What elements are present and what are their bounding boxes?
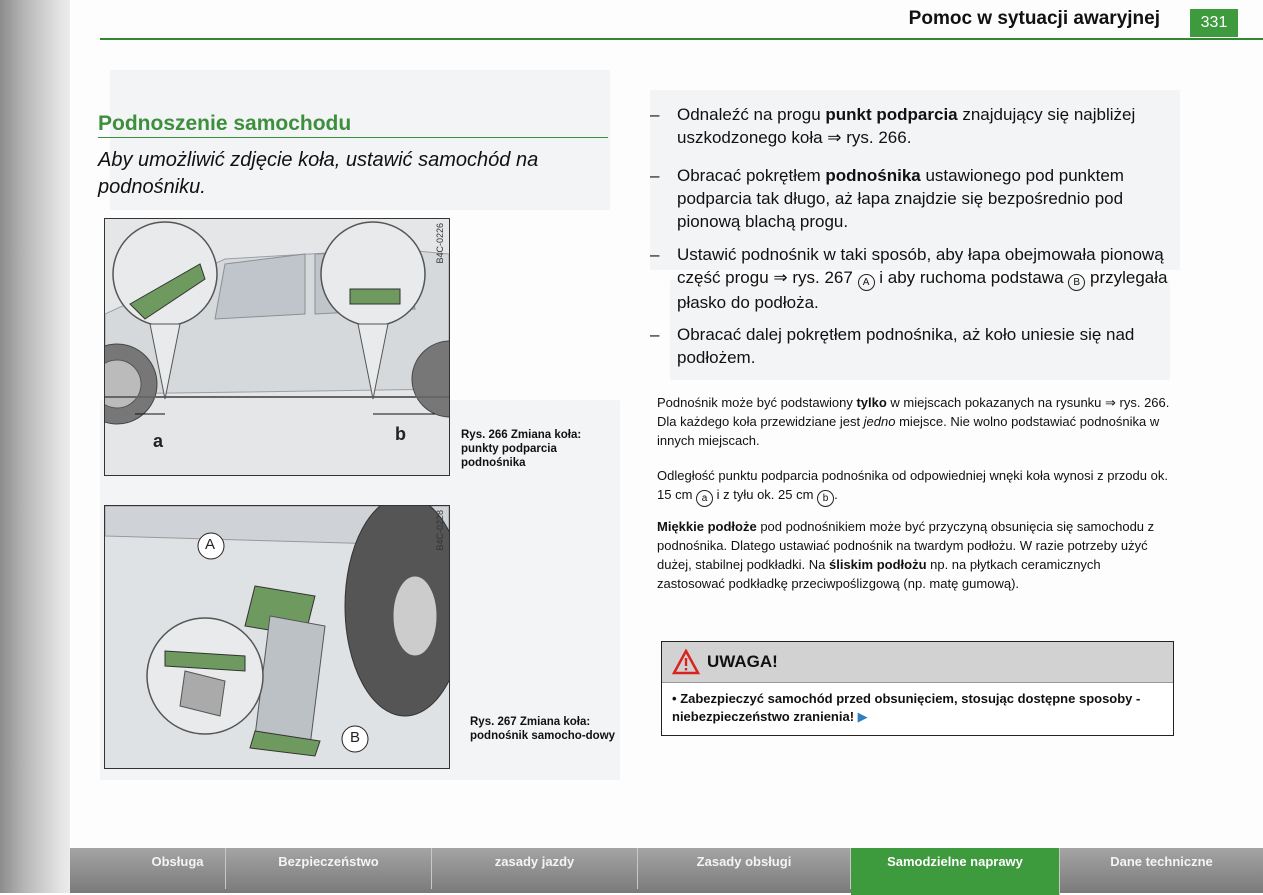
figure-label-b: b (395, 424, 406, 444)
instruction-step (650, 103, 1170, 149)
section-rule (98, 137, 608, 138)
tab-zasady-obslugi[interactable]: Zasady obsługi (638, 848, 851, 889)
figure-label-A: A (205, 536, 216, 553)
figure-label-a: a (153, 431, 164, 451)
warning-title: UWAGA! (707, 652, 778, 671)
section-intro: Aby umożliwić zdjęcie koła, ustawić samochód na podnośniku. (98, 149, 539, 198)
paragraph-soft-ground: Miękkie podłoże pod podnośnikiem może być przyczyną obsunięcia się samochodu z podnośnika. Dlatego ustawiać podnośnik na twardym podłożu. W razie potrzeby użyć dużej, stabilnej podkładki. Na śliskim podłożu np. na płytkach ceramicznych zastosować podkładkę przeciwpoślizgową (np. matę gumową). (657, 519, 1155, 591)
warning-header (662, 642, 1173, 683)
caption-title: Rys. 266 Zmiana koła: (461, 429, 582, 441)
paragraph-jack-positions: Podnośnik może być podstawiony tylko w miejscach pokazanych na rysunku ⇒ rys. 266. Dla każdego koła przewidziane jest jedno miejsce. Nie wolno podstawiać podnośnika w innych miejscach. (657, 395, 1170, 448)
tab-zasady-jazdy[interactable]: zasady jazdy (432, 848, 638, 889)
caption-text: punkty podparcia podnośnika (461, 443, 557, 469)
tab-bezpieczenstwo[interactable]: Bezpieczeństwo (226, 848, 432, 889)
step-text: znajdujący się najbliżej uszkodzonego koła ⇒ rys. 266. (677, 105, 1136, 147)
figure-266-caption (461, 428, 611, 470)
tab-obsluga[interactable]: Obsługa (130, 848, 226, 889)
caption-text: podnośnik samocho-dowy (470, 730, 616, 742)
step-bold: podnośnika (825, 166, 921, 185)
figure-code: B4C-0226 (435, 223, 445, 264)
figure-267-car-jack (104, 505, 450, 769)
figure-266-jack-points (104, 218, 450, 476)
instruction-step (650, 323, 1170, 369)
marker-b: b (817, 490, 834, 507)
marker-B: B (1068, 274, 1085, 291)
step-text: Obracać dalej pokrętłem podnośnika, aż koło uniesie się nad podłożem. (677, 325, 1135, 367)
step-dash: – (650, 245, 660, 264)
step-text: Odnaleźć na progu (677, 105, 826, 124)
caption-title: Rys. 267 Zmiana koła: (470, 716, 591, 728)
page-header-title: Pomoc w sytuacji awaryjnej (908, 8, 1160, 29)
paragraph-distances: Odległość punktu podparcia podnośnika od odpowiedniej wnęki koła wynosi z przodu ok. 15 cm a i z tyłu ok. 25 cm b . (657, 466, 1172, 507)
step-dash: – (650, 325, 660, 344)
instruction-step (650, 164, 1170, 233)
figure-label-B: B (350, 729, 361, 746)
step-text: Obracać pokrętłem (677, 166, 826, 185)
step-text: i aby ruchoma podstawa (874, 268, 1069, 287)
warning-box (661, 641, 1174, 736)
continue-arrow-icon: ▶ (857, 709, 868, 724)
figure-code: B4C-0228 (435, 510, 445, 551)
tab-samodzielne-naprawy[interactable]: Samodzielne naprawy (851, 848, 1060, 895)
figure-267-caption (470, 715, 620, 743)
step-dash: – (650, 166, 660, 185)
jack-illustration (105, 506, 449, 768)
header-rule (100, 38, 1263, 40)
step-text: ustawionego pod punktem podparcia tak długo, aż łapa znajdzie się bezpośrednio pod pionową blachą progu. (677, 166, 1124, 231)
warning-text: • Zabezpieczyć samochód przed obsunięciem, stosując dostępne sposoby - niebezpieczeństwo zranienia! ▶ (672, 691, 1141, 724)
marker-a: a (696, 490, 713, 507)
step-text: przylegała płasko do podłoża. (677, 268, 1168, 312)
page-number: 331 (1190, 9, 1238, 37)
step-dash: – (650, 105, 660, 124)
marker-A: A (858, 274, 875, 291)
tab-dane-techniczne[interactable]: Dane techniczne (1110, 854, 1213, 869)
warning-triangle-icon (672, 649, 700, 675)
step-bold: punkt podparcia (825, 105, 958, 124)
instruction-step (650, 243, 1170, 314)
section-title: Podnoszenie samochodu (98, 112, 352, 135)
step-text: Ustawić podnośnik w taki sposób, aby łapa obejmowała pionową część progu ⇒ rys. 267 (677, 245, 1164, 287)
